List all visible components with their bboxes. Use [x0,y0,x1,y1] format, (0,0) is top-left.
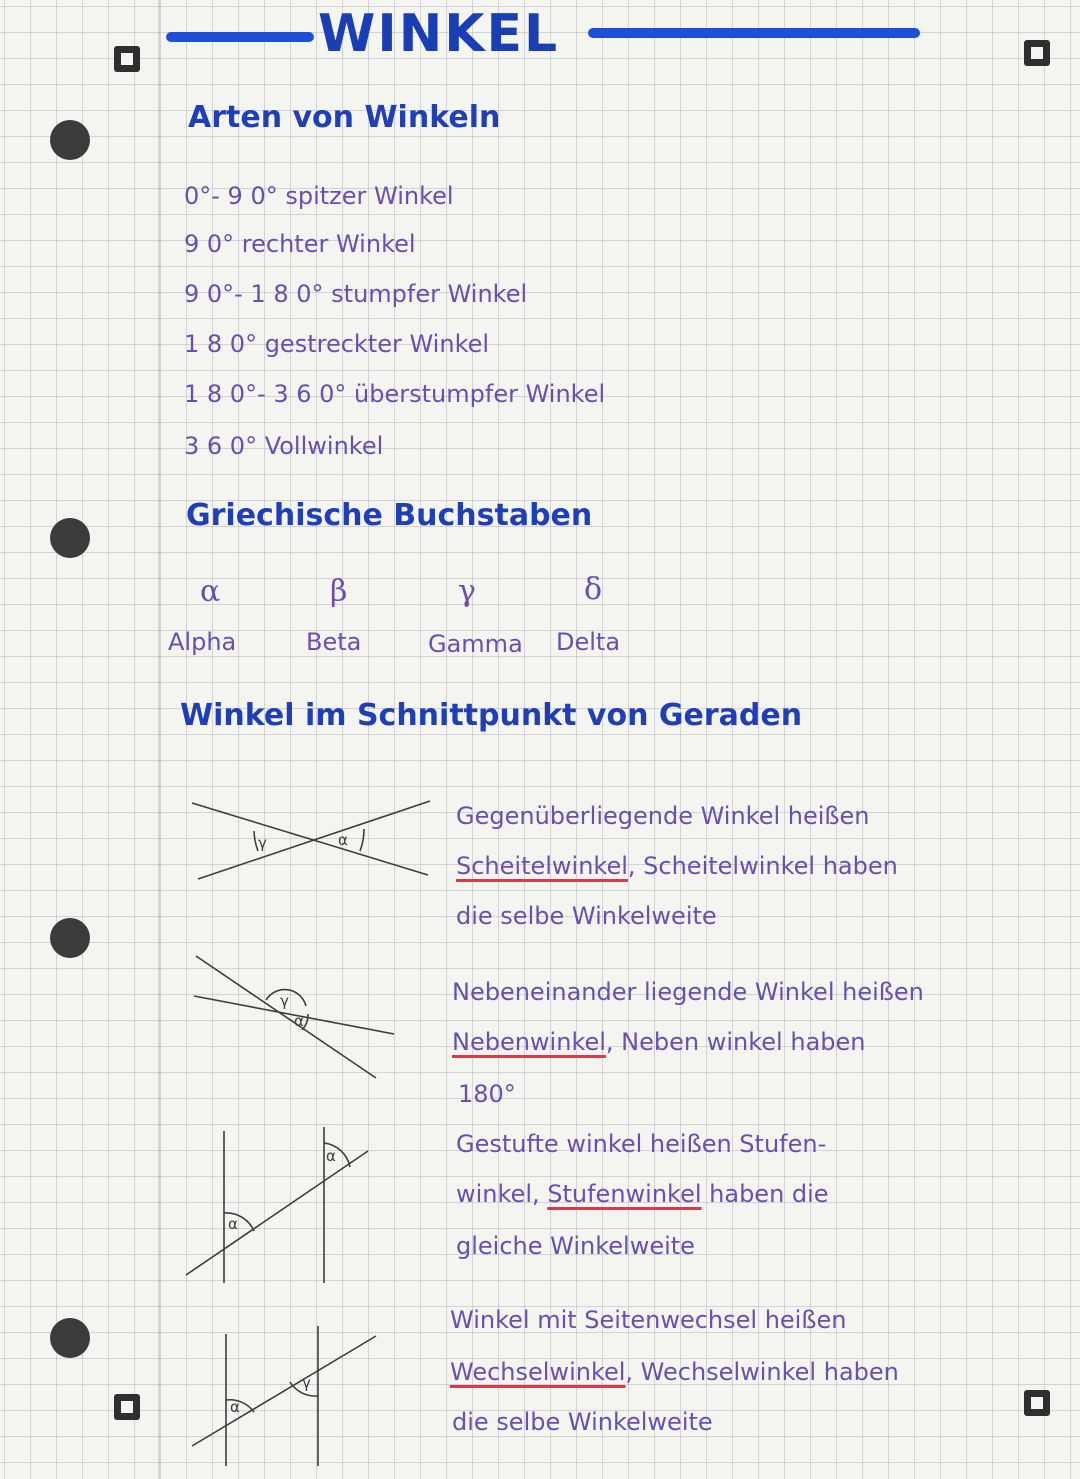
punch-hole [50,518,90,558]
stufen-line-2-pre: winkel, [456,1180,548,1208]
wechsel-line-2-rest: , Wechselwinkel haben [625,1358,899,1386]
wechsel-line-1: Winkel mit Seitenwechsel heißen [450,1306,847,1334]
scheitel-line-2 [456,854,898,878]
page-title: WINKEL [318,4,560,64]
angle-type-item: 1 8 0°- 3 6 0° überstumpfer Winkel [184,380,606,408]
term-scheitelwinkel: Scheitelwinkel [456,852,628,880]
greek-symbol-beta: β [330,574,348,609]
neben-line-1: Nebeneinander liegende Winkel heißen [452,978,924,1006]
angle-type-item: 3 6 0° Vollwinkel [184,432,384,460]
wechsel-line-3: die selbe Winkelweite [452,1408,713,1436]
angle-label-alpha: α [230,1398,240,1416]
punch-hole [50,120,90,160]
figure-line [186,1151,368,1275]
greek-name-gamma: Gamma [428,630,523,658]
stufen-line-2 [456,1182,829,1206]
angle-label-gamma: γ [258,834,267,852]
greek-name-delta: Delta [556,628,621,656]
section-heading-arten: Arten von Winkeln [188,100,501,135]
neben-line-3: 180° [458,1080,516,1108]
punch-hole [50,918,90,958]
scheitel-line-1: Gegenüberliegende Winkel heißen [456,802,870,830]
punch-hole [50,1318,90,1358]
figure-line [192,1336,376,1446]
section-heading-schnitt: Winkel im Schnittpunkt von Geraden [180,698,803,733]
angle-type-item: 0°- 9 0° spitzer Winkel [184,182,454,210]
section-heading-greek: Griechische Buchstaben [186,498,593,533]
title-underline-right [588,28,920,38]
vertical-angles-figure [190,795,440,895]
corner-marker-icon [1024,40,1050,66]
stufen-line-3: gleiche Winkelweite [456,1232,695,1260]
figure-line [198,801,430,879]
corresponding-angles-figure [184,1125,384,1285]
greek-symbol-delta: δ [584,572,603,607]
title-underline-left [166,32,314,42]
neben-line-2-rest: , Neben winkel haben [605,1028,866,1056]
angle-label-gamma: γ [302,1374,311,1392]
stufen-line-1: Gestufte winkel heißen Stufen- [456,1130,827,1158]
angle-label-alpha: α [338,831,348,849]
corner-marker-icon [114,46,140,72]
angle-label-alpha: α [294,1012,304,1030]
angle-label-gamma: γ [280,992,289,1010]
corner-marker-icon [1024,1390,1050,1416]
angle-type-item: 1 8 0° gestreckter Winkel [184,330,490,358]
figure-line [196,956,376,1078]
stufen-line-2-rest: haben die [701,1180,829,1208]
alternate-angles-figure [190,1320,390,1470]
angle-type-item: 9 0° rechter Winkel [184,230,416,258]
wechsel-line-2 [450,1360,899,1384]
corner-marker-icon [114,1394,140,1420]
angle-label-alpha: α [228,1215,238,1233]
adjacent-angles-figure [190,950,410,1085]
angle-arc [360,829,364,851]
angle-type-item: 9 0°- 1 8 0° stumpfer Winkel [184,280,528,308]
greek-name-beta: Beta [306,628,362,656]
term-nebenwinkel: Nebenwinkel [452,1028,606,1056]
neben-line-2 [452,1030,865,1054]
angle-label-alpha: α [326,1147,336,1165]
term-wechselwinkel: Wechselwinkel [450,1358,626,1386]
term-stufenwinkel: Stufenwinkel [547,1180,702,1208]
greek-symbol-alpha: α [200,574,221,609]
greek-name-alpha: Alpha [168,628,237,656]
greek-symbol-gamma: γ [458,574,476,609]
scheitel-line-2-rest: , Scheitelwinkel haben [627,852,898,880]
margin-line [158,0,160,1479]
scheitel-line-3: die selbe Winkelweite [456,902,717,930]
